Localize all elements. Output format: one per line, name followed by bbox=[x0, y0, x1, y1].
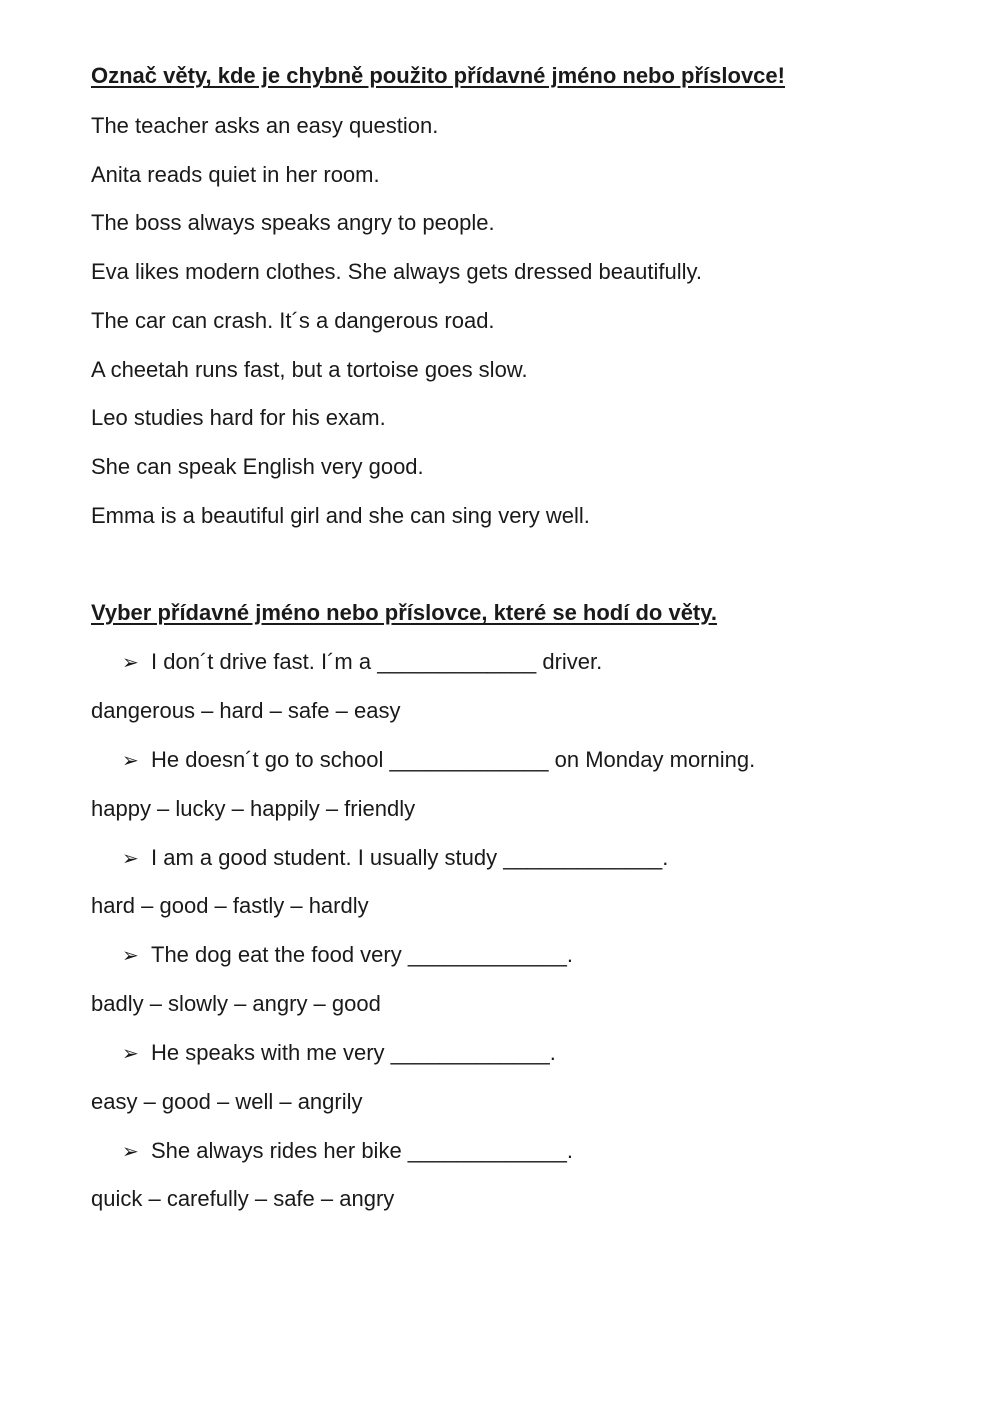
exercise-options-3: hard – good – fastly – hardly bbox=[91, 893, 369, 918]
exercise-sentence: He speaks with me very _____________. bbox=[151, 1040, 556, 1065]
exercise-item-6 bbox=[122, 1138, 573, 1164]
exercise-options-1: dangerous – hard – safe – easy bbox=[91, 698, 401, 723]
exercise-item-1 bbox=[122, 649, 602, 675]
arrow-bullet-icon: ➢ bbox=[122, 945, 139, 967]
exercise-item-2 bbox=[122, 747, 755, 773]
exercise-sentence: I am a good student. I usually study _____________. bbox=[151, 845, 669, 870]
sentence-1: The teacher asks an easy question. bbox=[91, 113, 439, 138]
exercise-options-4: badly – slowly – angry – good bbox=[91, 991, 381, 1016]
arrow-bullet-icon: ➢ bbox=[122, 750, 139, 772]
exercise-sentence: He doesn´t go to school _____________ on Monday morning. bbox=[151, 747, 756, 772]
exercise-options-6: quick – carefully – safe – angry bbox=[91, 1186, 395, 1211]
exercise-sentence: The dog eat the food very _____________. bbox=[151, 942, 574, 967]
section1-heading: Označ věty, kde je chybně použito přídavné jméno nebo příslovce! bbox=[91, 63, 785, 88]
exercise-item-4 bbox=[122, 942, 573, 968]
exercise-sentence: I don´t drive fast. I´m a _____________ driver. bbox=[151, 649, 603, 674]
exercise-options-2: happy – lucky – happily – friendly bbox=[91, 796, 416, 821]
arrow-bullet-icon: ➢ bbox=[122, 1141, 139, 1163]
exercise-item-3 bbox=[122, 845, 668, 871]
exercise-sentence: She always rides her bike _____________. bbox=[151, 1138, 573, 1163]
arrow-bullet-icon: ➢ bbox=[122, 848, 139, 870]
sentence-8: She can speak English very good. bbox=[91, 454, 424, 479]
sentence-7: Leo studies hard for his exam. bbox=[91, 405, 386, 430]
exercise-item-5 bbox=[122, 1040, 556, 1066]
section2-heading: Vyber přídavné jméno nebo příslovce, které se hodí do věty. bbox=[91, 600, 717, 625]
sentence-5: The car can crash. It´s a dangerous road. bbox=[91, 308, 495, 333]
arrow-bullet-icon: ➢ bbox=[122, 652, 139, 674]
arrow-bullet-icon: ➢ bbox=[122, 1043, 139, 1065]
sentence-2: Anita reads quiet in her room. bbox=[91, 162, 380, 187]
exercise-options-5: easy – good – well – angrily bbox=[91, 1089, 363, 1114]
sentence-3: The boss always speaks angry to people. bbox=[91, 210, 495, 235]
sentence-6: A cheetah runs fast, but a tortoise goes slow. bbox=[91, 357, 528, 382]
sentence-4: Eva likes modern clothes. She always gets dressed beautifully. bbox=[91, 259, 703, 284]
sentence-9: Emma is a beautiful girl and she can sing very well. bbox=[91, 503, 590, 528]
